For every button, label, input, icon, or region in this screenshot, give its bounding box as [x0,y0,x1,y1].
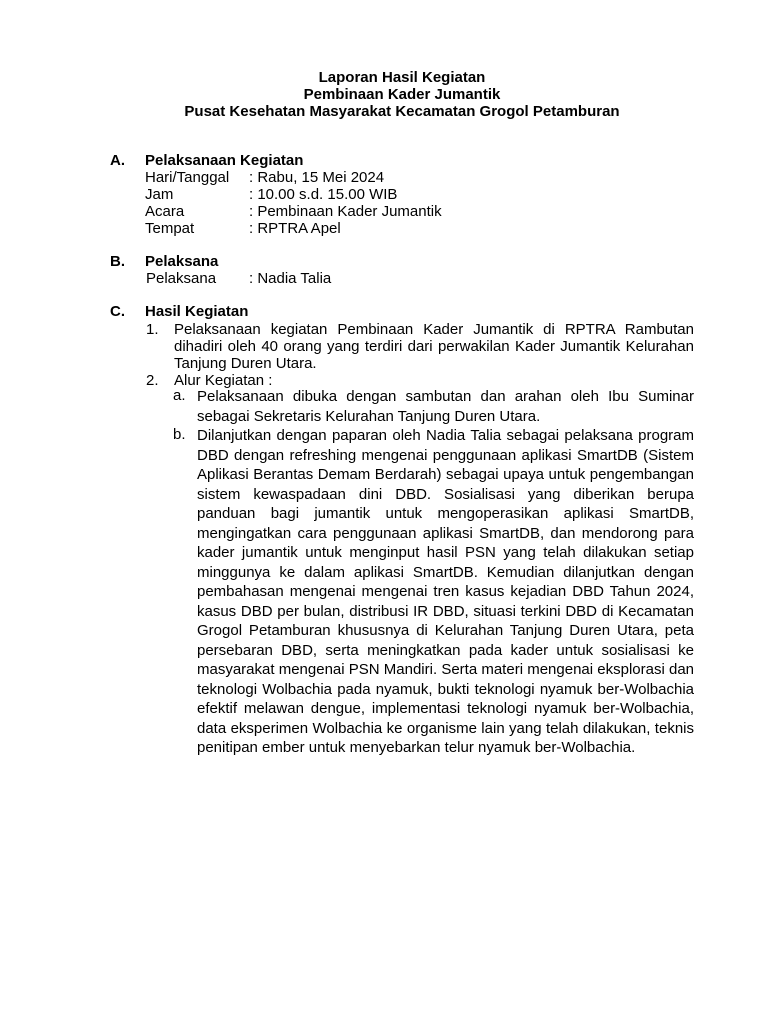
section-b-details [146,270,331,287]
section-b-title: Pelaksana [145,253,219,270]
detail-row-date [145,169,442,186]
result-item-1 [146,321,694,372]
flow-item-a [173,387,694,426]
section-a-letter: A. [110,152,125,169]
sub-item-letter: a. [173,387,186,404]
document-title [0,69,768,120]
item-number: 2. [146,372,159,389]
section-c-title: Hasil Kegiatan [145,303,249,320]
item-number: 1. [146,321,159,338]
item-text: Pelaksanaan kegiatan Pembinaan Kader Jumantik di RPTRA Rambutan dihadiri oleh 40 orang yang terdiri dari perwakilan Kader Jumantik Kelurahan Tanjung Duren Utara. [174,321,694,372]
detail-value: : Nadia Talia [249,270,332,287]
title-line-1: Laporan Hasil Kegiatan [318,69,486,86]
section-a-details [145,169,442,237]
sub-item-text: Dilanjutkan dengan paparan oleh Nadia Talia sebagai pelaksana program DBD dengan refreshing mengenai penggunaan aplikasi SmartDB (Sistem Aplikasi Berantas Demam Berdarah) sebagai upaya untuk pengembangan sistem kewaspadaan dini DBD. Sosialisasi yang diberikan berupa panduan bagi jumantik untuk mengoperasikan aplikasi SmartDB, mengingatkan cara penggunaan aplikasi SmartDB, dan mendorong para kader jumantik untuk menginput hasil PSN yang telah dilakukan setiap minggunya ke dalam aplikasi SmartDB. Kemudian dilanjutkan dengan pembahasan mengenai mengenai tren kasus kejadian DBD Tahun 2024, kasus DBD per bulan, distribusi IR DBD, situasi terkini DBD di Kecamatan Grogol Petamburan khususnya di Kelurahan Tanjung Duren Utara, peta persebaran DBD, serta meningkatkan pada kader untuk sosialisasi ke masyarakat mengenai PSN Mandiri. Serta materi mengenai eksplorasi dan teknologi Wolbachia pada nyamuk, bukti teknologi nyamuk ber-Wolbachia efektif melawan dengue, implementasi teknologi nyamuk ber-Wolbachia, data eksperimen Wolbachia ke organisme lain yang telah dilakukan, teknis penitipan ember untuk menyebarkan telur nyamuk ber-Wolbachia. [197,427,694,756]
detail-value: : RPTRA Apel [249,220,341,237]
detail-key: Acara [145,203,185,220]
detail-value: : 10.00 s.d. 15.00 WIB [249,186,398,203]
detail-key: Pelaksana [146,270,217,287]
detail-row-time [145,186,442,203]
section-c-letter: C. [110,303,125,320]
section-a-title: Pelaksanaan Kegiatan [145,152,304,169]
detail-value: : Rabu, 15 Mei 2024 [249,169,385,186]
section-a-heading [110,152,303,169]
item-text: Alur Kegiatan : [174,372,273,389]
detail-row-place [145,220,442,237]
section-b-letter: B. [110,253,125,270]
detail-key: Jam [145,186,174,203]
sub-item-letter: b. [173,426,186,443]
flow-item-b [173,426,694,758]
title-line-2: Pembinaan Kader Jumantik [303,86,501,103]
detail-key: Tempat [145,220,195,237]
detail-row-executor [146,270,331,287]
detail-value: : Pembinaan Kader Jumantik [249,203,442,220]
section-b-heading [110,253,218,270]
detail-key: Hari/Tanggal [145,169,230,186]
section-c-heading [110,303,248,320]
sub-item-text: Pelaksanaan dibuka dengan sambutan dan arahan oleh Ibu Suminar sebagai Sekretaris Kelurahan Tanjung Duren Utara. [197,388,694,425]
detail-row-event [145,203,442,220]
title-line-3: Pusat Kesehatan Masyarakat Kecamatan Grogol Petamburan [184,103,620,120]
